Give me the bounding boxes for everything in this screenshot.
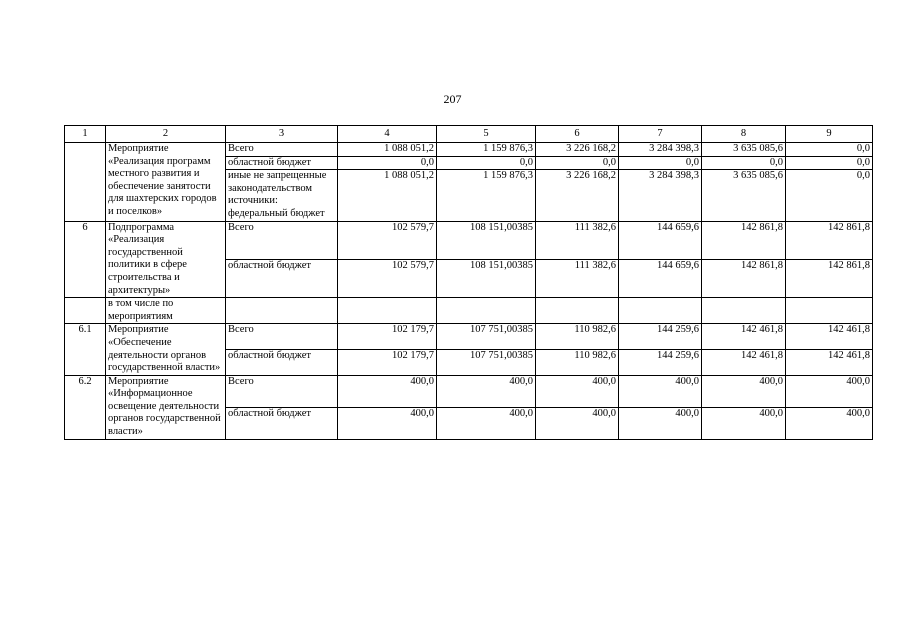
header-cell: 1	[65, 126, 106, 143]
value-cell: 0,0	[702, 156, 786, 170]
value-cell: 400,0	[786, 407, 873, 439]
value-cell: 400,0	[536, 407, 619, 439]
header-row	[65, 126, 873, 143]
value-cell: 400,0	[338, 407, 437, 439]
value-cell: 144 659,6	[619, 221, 702, 259]
value-cell: 142 461,8	[702, 324, 786, 350]
item-number	[65, 143, 106, 222]
table-row	[65, 324, 873, 350]
value-cell: 108 151,00385	[437, 221, 536, 259]
value-cell: 102 579,7	[338, 259, 437, 297]
value-cell: 102 179,7	[338, 350, 437, 376]
empty-cell	[338, 298, 437, 324]
value-cell: 400,0	[536, 375, 619, 407]
value-cell: 1 159 876,3	[437, 143, 536, 157]
value-cell: 142 461,8	[786, 350, 873, 376]
empty-cell	[437, 298, 536, 324]
value-cell: 400,0	[619, 407, 702, 439]
value-cell: 0,0	[786, 156, 873, 170]
header-cell: 9	[786, 126, 873, 143]
empty-cell	[619, 298, 702, 324]
item-name: Мероприятие «Обеспечение деятельности органов государственной власти»	[106, 324, 226, 375]
value-cell: 0,0	[536, 156, 619, 170]
value-cell: 3 635 085,6	[702, 143, 786, 157]
value-cell: 0,0	[786, 170, 873, 221]
value-cell: 0,0	[619, 156, 702, 170]
funding-source: Всего	[226, 221, 338, 259]
funding-source: областной бюджет	[226, 350, 338, 376]
empty-cell	[226, 298, 338, 324]
header-cell: 6	[536, 126, 619, 143]
value-cell: 142 861,8	[702, 259, 786, 297]
empty-cell	[536, 298, 619, 324]
header-cell: 7	[619, 126, 702, 143]
value-cell: 1 159 876,3	[437, 170, 536, 221]
value-cell: 0,0	[786, 143, 873, 157]
value-cell: 102 179,7	[338, 324, 437, 350]
item-name: Подпрограмма «Реализация государственной политики в сфере строительства и архитектуры»	[106, 221, 226, 298]
value-cell: 142 461,8	[702, 350, 786, 376]
value-cell: 110 982,6	[536, 324, 619, 350]
empty-cell	[786, 298, 873, 324]
value-cell: 144 259,6	[619, 350, 702, 376]
value-cell: 142 861,8	[702, 221, 786, 259]
value-cell: 400,0	[619, 375, 702, 407]
value-cell: 102 579,7	[338, 221, 437, 259]
value-cell: 107 751,00385	[437, 324, 536, 350]
subheading: в том числе по мероприятиям	[106, 298, 226, 324]
table-row	[65, 375, 873, 407]
table-row	[65, 221, 873, 259]
item-name: Мероприятие «Информационное освещение деятельности органов государственной власти»	[106, 375, 226, 439]
value-cell: 0,0	[437, 156, 536, 170]
value-cell: 111 382,6	[536, 259, 619, 297]
value-cell: 144 659,6	[619, 259, 702, 297]
empty-cell	[65, 298, 106, 324]
value-cell: 144 259,6	[619, 324, 702, 350]
value-cell: 0,0	[338, 156, 437, 170]
item-number: 6.1	[65, 324, 106, 375]
budget-table	[64, 125, 873, 440]
value-cell: 400,0	[702, 407, 786, 439]
value-cell: 3 226 168,2	[536, 143, 619, 157]
value-cell: 3 226 168,2	[536, 170, 619, 221]
funding-source: областной бюджет	[226, 407, 338, 439]
header-cell: 3	[226, 126, 338, 143]
item-number: 6	[65, 221, 106, 298]
header-cell: 2	[106, 126, 226, 143]
value-cell: 1 088 051,2	[338, 170, 437, 221]
item-name: Мероприятие «Реализация программ местного развития и обеспечение занятости для шахтерских городов и поселков»	[106, 143, 226, 222]
item-number: 6.2	[65, 375, 106, 439]
funding-source: Всего	[226, 375, 338, 407]
value-cell: 142 861,8	[786, 259, 873, 297]
value-cell: 142 861,8	[786, 221, 873, 259]
table-row	[65, 298, 873, 324]
funding-source: Всего	[226, 143, 338, 157]
funding-source: областной бюджет	[226, 259, 338, 297]
value-cell: 1 088 051,2	[338, 143, 437, 157]
value-cell: 3 635 085,6	[702, 170, 786, 221]
funding-source: Всего	[226, 324, 338, 350]
header-cell: 5	[437, 126, 536, 143]
value-cell: 107 751,00385	[437, 350, 536, 376]
value-cell: 400,0	[437, 375, 536, 407]
value-cell: 400,0	[702, 375, 786, 407]
empty-cell	[702, 298, 786, 324]
value-cell: 3 284 398,3	[619, 143, 702, 157]
funding-source: областной бюджет	[226, 156, 338, 170]
value-cell: 400,0	[786, 375, 873, 407]
value-cell: 3 284 398,3	[619, 170, 702, 221]
value-cell: 108 151,00385	[437, 259, 536, 297]
value-cell: 111 382,6	[536, 221, 619, 259]
value-cell: 110 982,6	[536, 350, 619, 376]
table-row	[65, 143, 873, 157]
value-cell: 142 461,8	[786, 324, 873, 350]
funding-source: иные не запрещенные законодательством источники: федеральный бюджет	[226, 170, 338, 221]
value-cell: 400,0	[437, 407, 536, 439]
value-cell: 400,0	[338, 375, 437, 407]
page-number: 207	[443, 92, 462, 106]
header-cell: 4	[338, 126, 437, 143]
header-cell: 8	[702, 126, 786, 143]
